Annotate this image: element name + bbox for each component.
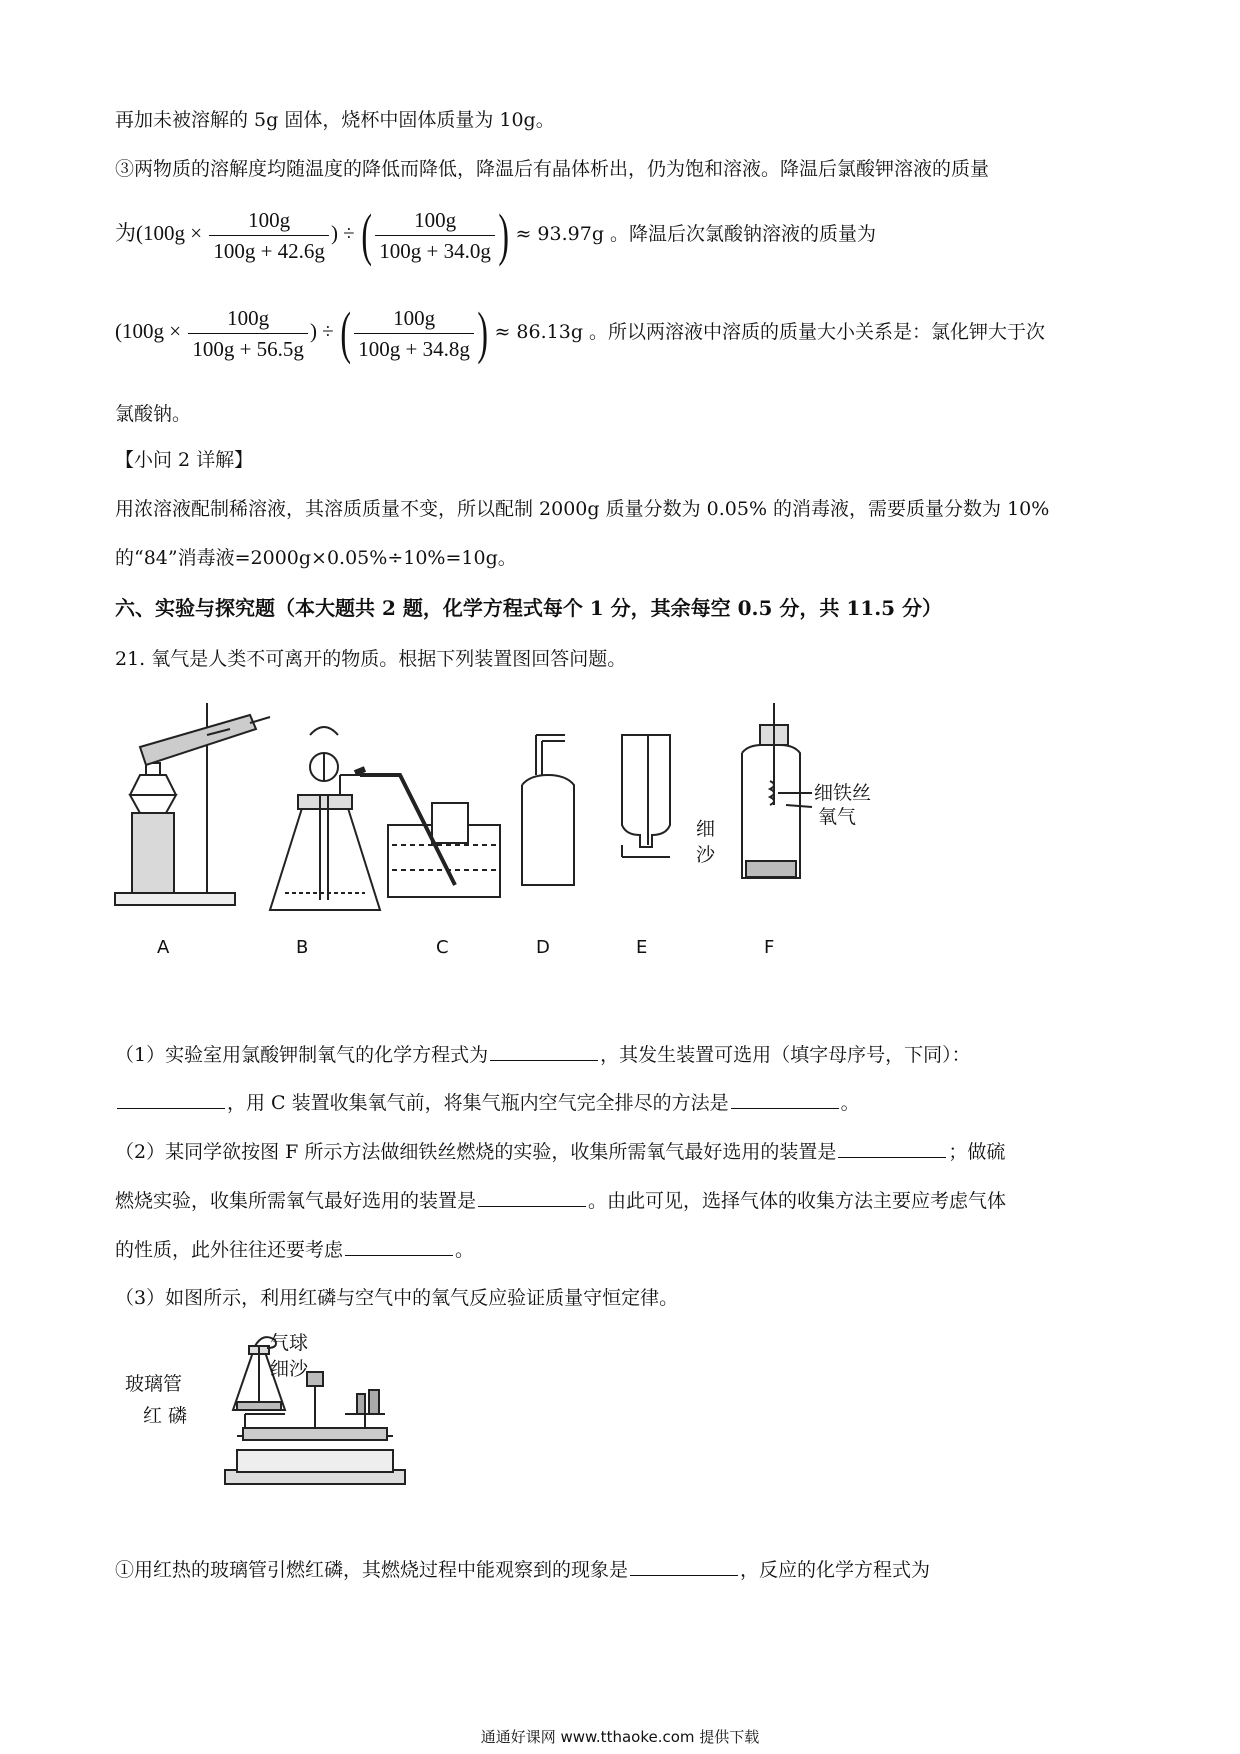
question-2-line-3: 的性质，此外往往还要考虑 。 bbox=[115, 1239, 475, 1261]
label-sand-2: 沙 bbox=[696, 844, 716, 866]
formula-prefix: (100g × bbox=[115, 318, 182, 343]
label-c: C bbox=[436, 937, 449, 958]
answer-blank bbox=[345, 1237, 453, 1256]
text-line-5: 氯酸钠。 bbox=[115, 403, 192, 425]
label-glass-tube: 玻璃管 bbox=[125, 1373, 183, 1395]
question-2-line-1: （2）某同学欲按图 F 所示方法做细铁丝燃烧的实验，收集所需氧气最好选用的装置是 ；做硫 bbox=[115, 1141, 1006, 1163]
text-line-2: ③两物质的溶解度均随温度的降低而降低，降温后有晶体析出，仍为饱和溶液。降温后氯酸钾溶液的质量 bbox=[115, 158, 990, 180]
fraction: $\frac{100g}{100g + 34.0g}$ bbox=[375, 208, 495, 263]
question-2-line-2: 燃烧实验，收集所需氧气最好选用的装置是 。由此可见，选择气体的收集方法主要应考虑气体 bbox=[115, 1190, 1007, 1212]
section-heading: 六、实验与探究题（本大题共 2 题，化学方程式每个 1 分，其余每空 0.5 分，共 11.5 分） bbox=[115, 596, 943, 620]
apparatus-e bbox=[622, 735, 670, 857]
label-sand: 细沙 bbox=[270, 1358, 309, 1380]
answer-blank bbox=[490, 1042, 598, 1061]
answer-blank bbox=[117, 1090, 225, 1109]
answer-blank bbox=[731, 1090, 839, 1109]
apparatus-b bbox=[270, 727, 380, 910]
label-b: B bbox=[296, 937, 309, 958]
subquestion-heading: 【小问 2 详解】 bbox=[115, 449, 254, 471]
text-line-1: 再加未被溶解的 5g 固体，烧杯中固体质量为 10g。 bbox=[115, 109, 555, 131]
label-a: A bbox=[157, 937, 170, 958]
question-3: （3）如图所示，利用红磷与空气中的氧气反应验证质量守恒定律。 bbox=[115, 1287, 679, 1309]
fraction: $\frac{100g}{100g + 42.6g}$ bbox=[209, 208, 329, 263]
label-fine-iron-wire: 细铁丝 bbox=[814, 782, 872, 804]
answer-blank bbox=[838, 1139, 946, 1158]
page-footer: 通通好课网 www.tthaoke.com 提供下载 bbox=[480, 1728, 760, 1746]
answer-blank bbox=[478, 1188, 586, 1207]
text-line-8: 的“84”消毒液=2000g×0.05%÷10%=10g。 bbox=[115, 547, 517, 569]
label-sand-1: 细 bbox=[696, 818, 716, 840]
balance-figure bbox=[125, 1330, 425, 1500]
apparatus-a bbox=[115, 703, 270, 905]
formula-suffix: ≈ 93.97g 。降温后次氯酸钠溶液的质量为 bbox=[515, 222, 877, 245]
label-d: D bbox=[536, 937, 550, 958]
question-21: 21. 氧气是人类不可离开的物质。根据下列装置图回答问题。 bbox=[115, 648, 627, 670]
formula-suffix: ≈ 86.13g 。所以两溶液中溶质的质量大小关系是：氯化钾大于次 bbox=[494, 320, 1046, 343]
question-3-sub-1: ①用红热的玻璃管引燃红磷，其燃烧过程中能观察到的现象是 ，反应的化学方程式为 bbox=[115, 1559, 931, 1581]
formula-prefix: 为(100g × bbox=[115, 220, 203, 245]
apparatus-c bbox=[355, 769, 500, 897]
question-1-line-1: （1）实验室用氯酸钾制氧气的化学方程式为 ，其发生装置可选用（填字母序号，下同）： bbox=[115, 1044, 971, 1066]
fraction: $\frac{100g}{100g + 56.5g}$ bbox=[188, 306, 308, 361]
formula-operator: ) ÷ bbox=[309, 318, 334, 343]
apparatus-f bbox=[742, 703, 812, 878]
label-oxygen: 氧气 bbox=[818, 806, 857, 828]
text-line-7: 用浓溶液配制稀溶液，其溶质质量不变，所以配制 2000g 质量分数为 0.05% 的消毒液，需要质量分数为 10% bbox=[115, 498, 1050, 520]
formula-line-2: (100g × $\frac{100g}{100g + 56.5g}$ ) ÷ ( $\frac{100g}{100g + 34.8g}$ ) ≈ 86.13g 。所以两溶液中溶质的质量大小关系是：氯化钾大于次 bbox=[115, 300, 1046, 365]
label-balloon: 气球 bbox=[270, 1332, 309, 1354]
label-f: F bbox=[764, 937, 775, 958]
label-e: E bbox=[636, 937, 648, 958]
apparatus-d bbox=[522, 735, 574, 885]
formula-operator: ) ÷ bbox=[330, 220, 355, 245]
apparatus-figure bbox=[110, 695, 990, 970]
fraction: $\frac{100g}{100g + 34.8g}$ bbox=[354, 306, 474, 361]
label-red-phosphorus: 红 磷 bbox=[143, 1405, 188, 1427]
answer-blank bbox=[630, 1557, 738, 1576]
formula-line-1: 为(100g × $\frac{100g}{100g + 42.6g}$ ) ÷ ( $\frac{100g}{100g + 34.0g}$ ) ≈ 93.97g 。降温后次氯酸钠溶液的质量为 bbox=[115, 202, 877, 267]
question-1-line-2: ，用 C 装置收集氧气前，将集气瓶内空气完全排尽的方法是 。 bbox=[115, 1090, 860, 1115]
